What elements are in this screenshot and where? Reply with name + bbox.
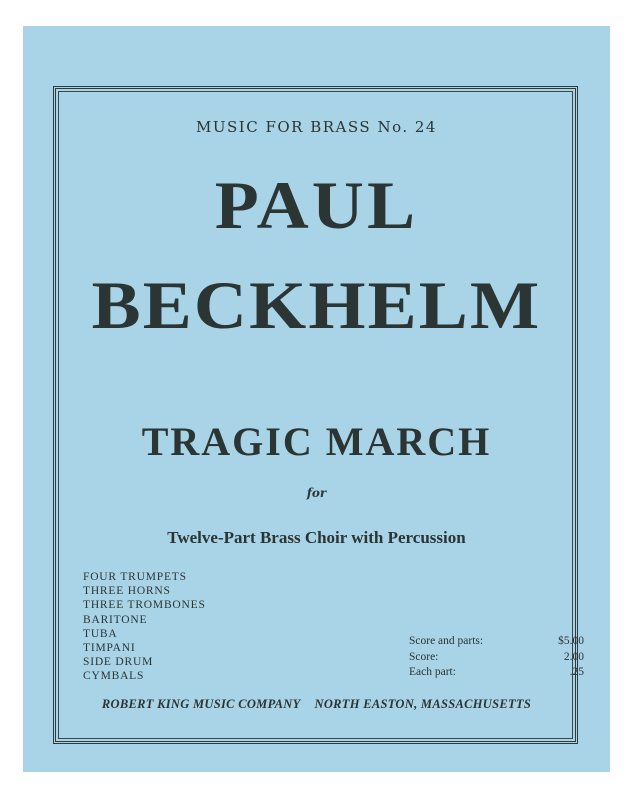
work-title: TRAGIC MARCH — [141, 419, 492, 464]
price-row — [409, 665, 584, 681]
instrument-item: THREE TROMBONES — [83, 599, 206, 612]
publisher-line — [23, 697, 610, 712]
price-label: Score and parts: — [409, 635, 484, 647]
price-value: 2.00 — [563, 650, 584, 663]
instrument-item: SIDE DRUM — [83, 656, 154, 669]
price-row — [409, 650, 584, 666]
instrument-item: THREE HORNS — [83, 585, 171, 598]
instrument-item: FOUR TRUMPETS — [83, 571, 187, 583]
publisher-name: ROBERT KING MUSIC COMPANY — [101, 697, 301, 711]
ensemble-subtitle: Twelve-Part Brass Choir with Percussion — [167, 528, 466, 547]
instrument-item: CYMBALS — [83, 670, 145, 683]
music-cover — [23, 26, 610, 772]
composer-first-name: PAUL — [214, 167, 419, 243]
instrument-item: TIMPANI — [83, 642, 136, 655]
instrument-item: TUBA — [83, 627, 118, 640]
instrument-list — [83, 570, 206, 684]
instrument-item: BARITONE — [83, 613, 148, 626]
composer-last-name: BECKHELM — [91, 267, 542, 343]
price-label: Score: — [409, 650, 439, 663]
publisher-location: NORTH EASTON, MASSACHUSETTS — [314, 697, 532, 711]
price-list — [409, 634, 584, 681]
price-value: .25 — [569, 666, 584, 678]
for-label: for — [306, 486, 327, 500]
price-value: $5.00 — [558, 635, 584, 647]
price-label: Each part: — [409, 666, 456, 678]
series-title: MUSIC FOR BRASS No. 24 — [196, 118, 437, 136]
price-row — [409, 634, 584, 650]
